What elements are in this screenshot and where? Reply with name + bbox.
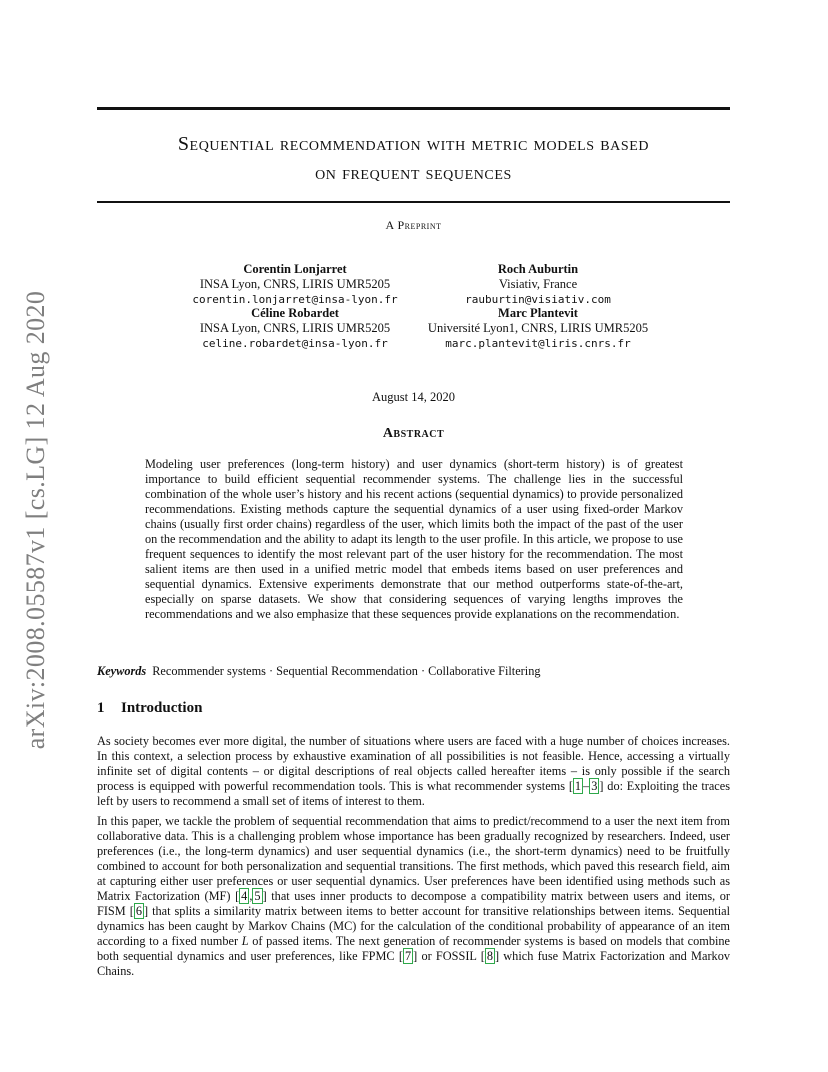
text-segment: do: Exploiting the traces left by users to recommend a small set of items of interest to them.: [97, 778, 730, 808]
section-title: Introduction: [121, 700, 203, 716]
keywords-label: Keywords: [97, 664, 147, 678]
author-affiliation: Visiativ, France: [498, 277, 578, 291]
abstract-heading: Abstract: [382, 426, 445, 441]
author-block-4: [418, 306, 658, 351]
section-number: 1: [97, 700, 105, 716]
author-email[interactable]: rauburtin@visiativ.com: [465, 293, 611, 306]
author-affiliation: INSA Lyon, CNRS, LIRIS UMR5205: [199, 277, 391, 291]
arxiv-stamp-text: arXiv:2008.05587v1 [cs.LG] 12 Aug 2020: [21, 290, 50, 750]
citation-link[interactable]: 4: [241, 888, 248, 903]
title-line-1: Sequential recommendation with metric models based: [177, 133, 650, 155]
text-segment: that splits a similarity matrix between items to better account for transitive relationships between items. Sequential dynamics has been caught by Markov Chains (MC) for the calculation of the conditional probability of appearance of an item according to a fixed number: [97, 903, 731, 948]
author-email[interactable]: celine.robardet@insa-lyon.fr: [202, 337, 388, 350]
author-name: Corentin Lonjarret: [243, 262, 347, 276]
author-name: Roch Auburtin: [497, 262, 579, 276]
intro-paragraph-2: In this paper, we tackle the problem of sequential recommendation that aims to predict/recommend to a user the next item from collaborative data. This is a challenging problem whose importance has been gradually recognized by researchers. Indeed, user preferences (i.e., the long-term dynamics) and user sequential dynamics (i.e., the short-term dynamics) need to be fruitfully combined to account for both personalization and sequential transitions. The first methods, which paved this research field, aim at capturing either user preferences or user sequential dynamics. User preferences have been identified using methods such as Matrix Factorization (MF) [ 4 , 5 ] that uses inner products to decompose a compatibility matrix between users and items, or FISM [ 6 ] that splits a similarity matrix between items to better account for transitive relationships between items. Sequential dynamics has been caught by Markov Chains (MC) for the calculation of the conditional probability of appearance of an item according to a fixed number L of passed items. The next generation of recommender systems is based on models that combine both sequential dynamics and user preferences, like FPMC [ 7 ] or FOSSIL [ 8 ] which fuse Matrix Factorization and Markov Chains.: [97, 814, 731, 978]
preprint-label: A Preprint: [385, 218, 442, 232]
text-segment: –: [583, 778, 590, 793]
author-name: Céline Robardet: [251, 306, 339, 320]
author-block-2: [418, 262, 658, 307]
paper-title: [97, 130, 730, 188]
author-name: Marc Plantevit: [498, 306, 578, 320]
author-email[interactable]: corentin.lonjarret@insa-lyon.fr: [192, 293, 398, 306]
author-affiliation: INSA Lyon, CNRS, LIRIS UMR5205: [199, 321, 391, 335]
citation-link[interactable]: 7: [404, 948, 412, 963]
author-block-3: [170, 306, 420, 351]
citation-link[interactable]: 1: [574, 778, 582, 793]
text-segment: As society becomes ever more digital, the number of situations where users are faced with a huge number of choices increases. In this context, a selection process by exhaustive examination of all possibilities is not feasible. Hence, accessing a virtually infinite set of digital contents – or digital descriptions of real objects called hereafter items – is only possible if the search process is equipped with powerful recommendation tools. This is what recommender systems: [97, 734, 730, 793]
author-affiliation: Université Lyon1, CNRS, LIRIS UMR5205: [427, 321, 649, 335]
text-segment: which fuse Matrix Factorization and Markov Chains.: [97, 948, 730, 978]
keywords: [97, 664, 730, 679]
citation-link[interactable]: 3: [591, 778, 598, 793]
intro-paragraph-1: As society becomes ever more digital, the number of situations where users are faced with a huge number of choices increases. In this context, a selection process by exhaustive examination of all possibilities is not feasible. Hence, accessing a virtually infinite set of digital contents – or digital descriptions of real objects called hereafter items – is only possible if the search process is equipped with powerful recommendation tools. This is what recommender systems [ 1 – 3 ] do: Exploiting the traces left by users to recommend a small set of items of interest to them.: [97, 734, 730, 808]
title-rule-top: [97, 107, 730, 110]
text-segment: of passed items. The next generation of recommender systems is based on models that combine both sequential dynamics and user preferences, like FPMC: [97, 933, 731, 963]
citation-link[interactable]: 8: [486, 948, 493, 963]
author-block-1: [170, 262, 420, 307]
title-line-2: on frequent sequences: [315, 162, 512, 184]
publication-date: August 14, 2020: [372, 390, 455, 404]
math-variable: L: [241, 933, 249, 948]
title-rule-bottom: [97, 201, 730, 203]
text-segment: In this paper, we tackle the problem of sequential recommendation that aims to predict/recommend to a user the next item from collaborative data. This is a challenging problem whose importance has been gradually recognized by researchers. Indeed, user preferences (i.e., the long-term dynamics) and user sequential dynamics (i.e., the short-term dynamics) need to be fruitfully combined to account for both personalization and sequential transitions. The first methods, which paved this research field, aim at capturing either user preferences or user sequential dynamics. User preferences have been identified using methods such as Matrix Factorization (MF): [97, 814, 730, 903]
abstract-text: Modeling user preferences (long-term history) and user dynamics (short-term history) is of greatest importance to build efficient sequential recommender systems. The challenge lies in the successful combination of the whole user’s history and his recent actions (sequential dynamics) to provide personalized recommendations. Existing methods capture the sequential dynamics of a user using fixed-order Markov chains (usually first order chains) regardless of the user, which limits both the impact of the past of the user on the recommendation and the ability to adapt its length to the user profile. In this article, we propose to use frequent sequences to identify the most relevant part of the user history for the recommendation. The most salient items are then used in a unified metric model that embeds items based on user preferences and sequential dynamics. Extensive experiments demonstrate that our method outperforms state-of-the-art, especially on sparse datasets. We show that considering sequences of varying lengths improves the recommendations and we also emphasize that these sequences provide explanations on the recommendation.: [145, 457, 683, 621]
text-segment: that uses inner products to decompose a compatibility matrix between users and items, or FISM: [97, 888, 730, 918]
text-segment: or FOSSIL: [417, 948, 481, 963]
citation-link[interactable]: 6: [135, 903, 142, 918]
citation-link[interactable]: 5: [254, 888, 261, 903]
keywords-text: Recommender systems · Sequential Recommendation · Collaborative Filtering: [152, 664, 541, 678]
author-email[interactable]: marc.plantevit@liris.cnrs.fr: [445, 337, 631, 350]
section-heading: [97, 700, 202, 717]
